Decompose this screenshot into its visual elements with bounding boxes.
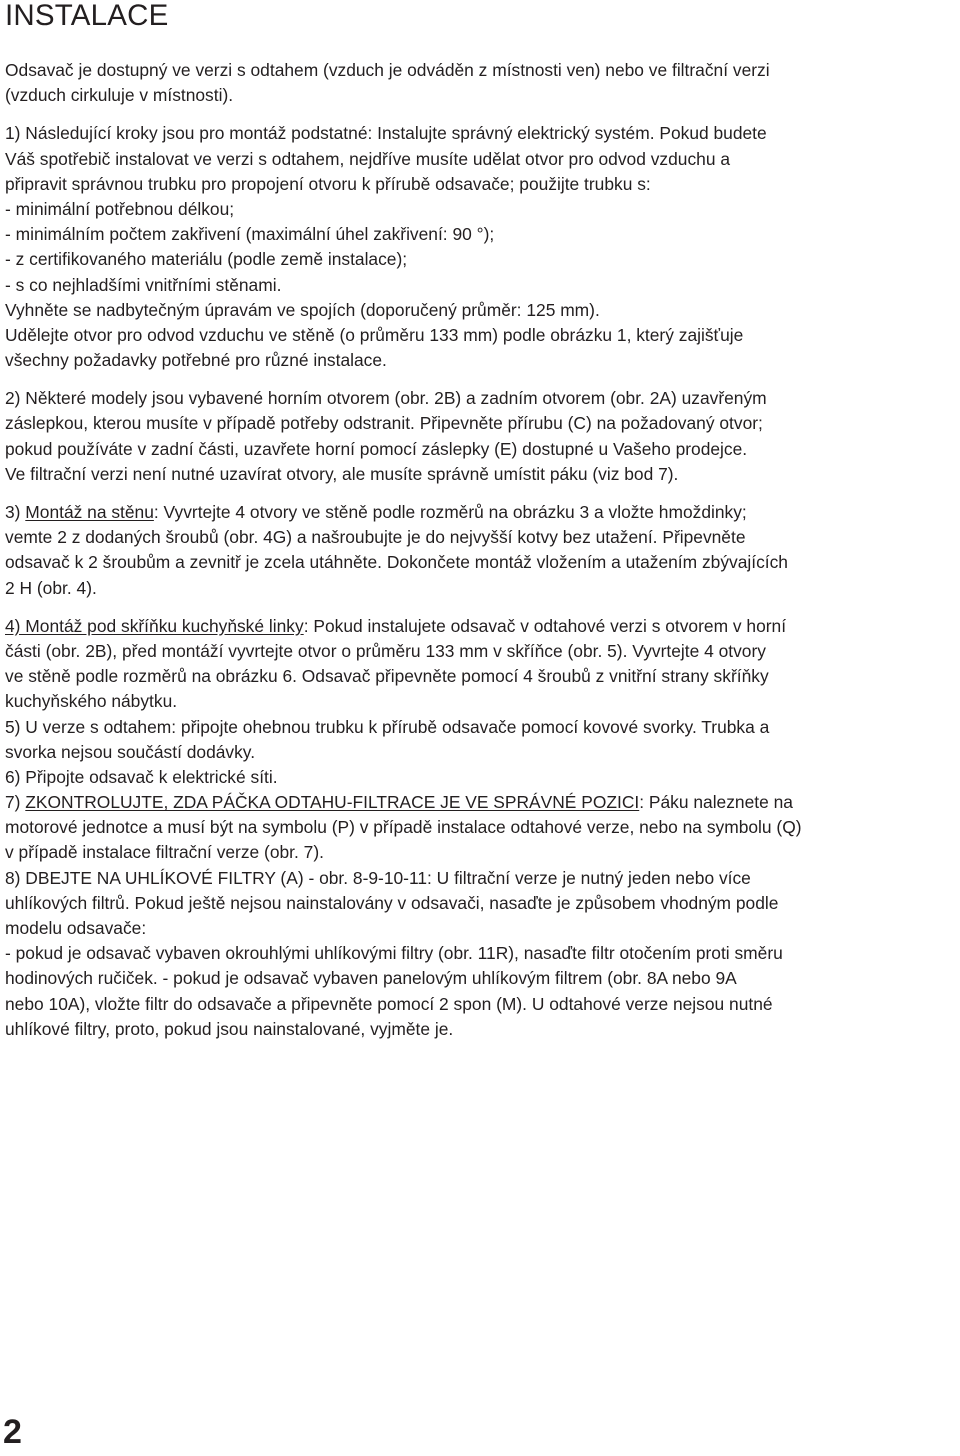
text-line: vemte 2 z dodaných šroubů (obr. 4G) a našroubujte je do nejvyšší kotvy bez utažení. Připevněte: [5, 527, 746, 548]
section-4-paragraph: [5, 614, 957, 715]
text-line: hodinových ručiček. - pokud je odsavač vybaven panelovým uhlíkovým filtrem (obr. 8A nebo 9A: [5, 968, 737, 989]
text-line: 5) U verze s odtahem: připojte ohebnou trubku k přírubě odsavače pomocí kovové svorky. Trubka a: [5, 716, 770, 737]
section-6-paragraph: [5, 765, 957, 790]
text-line: odsavač k 2 šroubům a zevnitř je zcela utáhněte. Dokončete montáž vložením a utažením zbývajících: [5, 552, 788, 573]
section-7-text: : Páku naleznete na: [639, 792, 793, 813]
text-line: pokud používáte v zadní části, uzavřete horní pomocí záslepky (E) dostupné u Vašeho prodejce.: [5, 438, 748, 459]
text-line: v případě instalace filtrační verze (obr. 7).: [5, 842, 324, 863]
section-7-paragraph: [5, 790, 957, 866]
section-2-paragraph: [5, 386, 957, 487]
text-line: Udělejte otvor pro odvod vzduchu ve stěně (o průměru 133 mm) podle obrázku 1, který zajišťuje: [5, 324, 744, 345]
text-line: Vyhněte se nadbytečným úpravám ve spojích (doporučený průměr: 125 mm).: [5, 299, 600, 320]
page-title: INSTALACE: [5, 0, 169, 32]
text-line: Odsavač je dostupný ve verzi s odtahem (vzduch je odváděn z místnosti ven) nebo ve filtrační verzi: [5, 60, 770, 80]
list-item: - s co nejhladšími vnitřními stěnami.: [5, 274, 282, 295]
section-7-number: 7): [5, 792, 26, 813]
section-8-paragraph: [5, 866, 957, 1042]
text-line: 6) Připojte odsavač k elektrické síti.: [5, 766, 278, 787]
section-4-text: : Pokud instalujete odsavač v odtahové verzi s otvorem v horní: [303, 615, 787, 636]
list-item: - minimální potřebnou délkou;: [5, 198, 235, 219]
text-line: nebo 10A), vložte filtr do odsavače a připevněte pomocí 2 spon (M). U odtahové verze nejsou nutné: [5, 993, 773, 1014]
list-item: - pokud je odsavač vybaven okrouhlými uhlíkovými filtry (obr. 11R), nasaďte filtr otočením proti směru: [5, 943, 783, 964]
text-line: všechny požadavky potřebné pro různé instalace.: [5, 350, 387, 371]
text-line: 1) Následující kroky jsou pro montáž podstatné: Instalujte správný elektrický systém. Pokud budete: [5, 123, 767, 144]
text-line: Váš spotřebič instalovat ve verzi s odtahem, nejdříve musíte udělat otvor pro odvod vzduchu a: [5, 148, 730, 169]
text-line: uhlíkové filtry, proto, pokud jsou nainstalované, vyjměte je.: [5, 1018, 454, 1039]
text-line: 2 H (obr. 4).: [5, 577, 97, 598]
text-line: kuchyňského nábytku.: [5, 691, 178, 712]
text-line: Ve filtrační verzi není nutné uzavírat otvory, ale musíte správně umístit páku (viz bod 7).: [5, 463, 679, 484]
section-3-number: 3): [5, 502, 26, 522]
section-1-paragraph: [5, 121, 957, 373]
text-line: modelu odsavače:: [5, 918, 147, 938]
intro-paragraph: [5, 58, 957, 108]
section-3-text: : Vyvrtejte 4 otvory ve stěně podle rozměrů na obrázku 3 a vložte hmoždinky;: [153, 502, 747, 522]
section-7-heading: ZKONTROLUJTE, ZDA PÁČKA ODTAHU-FILTRACE JE VE SPRÁVNÉ POZICI: [25, 792, 640, 813]
text-line: (vzduch cirkuluje v místnosti).: [5, 85, 234, 106]
text-line: [5, 790, 957, 815]
section-4-heading: 4) Montáž pod skříňku kuchyňské linky: [5, 615, 304, 636]
text-line: motorové jednotce a musí být na symbolu (P) v případě instalace odtahové verze, nebo na symbolu (Q): [5, 817, 802, 838]
list-item: - z certifikovaného materiálu (podle země instalace);: [5, 249, 408, 270]
text-line: [5, 500, 957, 525]
text-line: svorka nejsou součástí dodávky.: [5, 741, 256, 762]
section-5-paragraph: [5, 715, 957, 765]
text-line: [5, 614, 957, 639]
text-line: ve stěně podle rozměrů na obrázku 6. Odsavač připevněte pomocí 4 šroubů z vnitřní strany skříňky: [5, 666, 769, 687]
text-line: části (obr. 2B), před montáží vyvrtejte otvor o průměru 133 mm v skříňce (obr. 5). Vyvrtejte 4 otvory: [5, 640, 766, 661]
document-body: [5, 58, 957, 1042]
section-3-heading: Montáž na stěnu: [25, 502, 154, 522]
text-line: záslepkou, kterou musíte v případě potřeby odstranit. Připevněte přírubu (C) na požadovaný otvor;: [5, 413, 763, 434]
text-line: 2) Některé modely jsou vybavené horním otvorem (obr. 2B) a zadním otvorem (obr. 2A) uzavřeným: [5, 388, 767, 409]
text-line: 8) DBEJTE NA UHLÍKOVÉ FILTRY (A) - obr. 8-9-10-11: U filtrační verze je nutný jeden nebo více: [5, 867, 751, 888]
section-3-paragraph: [5, 500, 957, 601]
text-line: uhlíkových filtrů. Pokud ještě nejsou nainstalovány v odsavači, nasaďte je způsobem vhodným podle: [5, 892, 779, 913]
page-number: 2: [3, 1413, 22, 1451]
text-line: připravit správnou trubku pro propojení otvoru k přírubě odsavače; použijte trubku s:: [5, 173, 651, 194]
list-item: - minimálním počtem zakřivení (maximální úhel zakřivení: 90 °);: [5, 224, 495, 245]
